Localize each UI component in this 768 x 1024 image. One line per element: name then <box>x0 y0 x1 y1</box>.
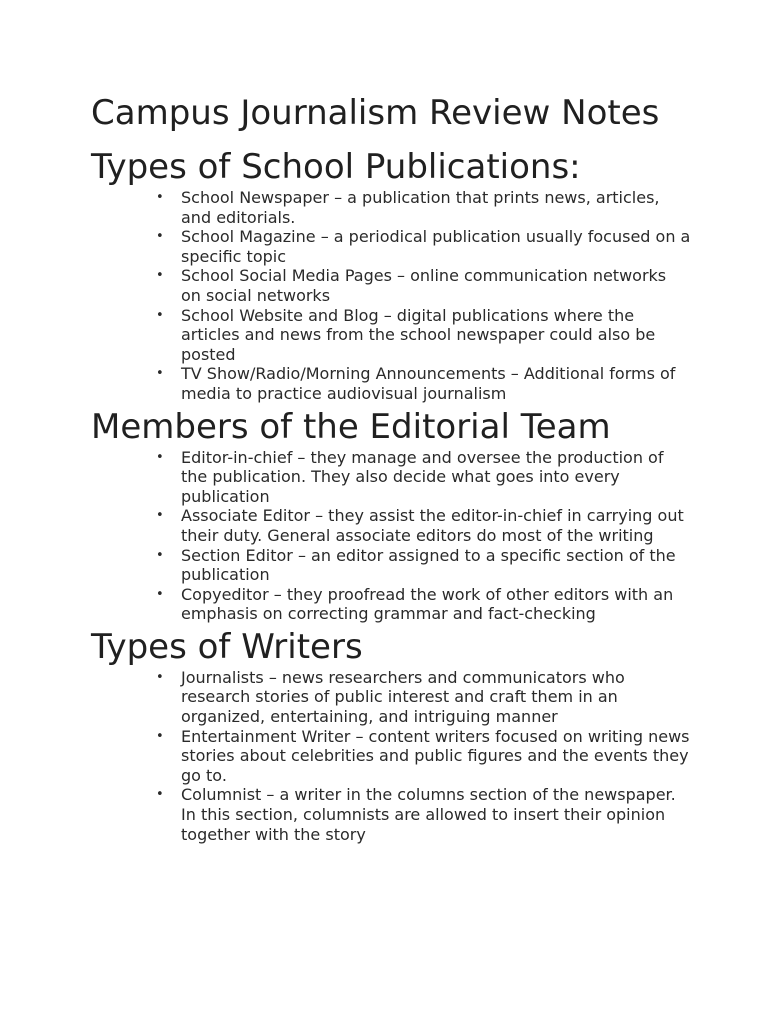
list-item-text: School Newspaper – a publication that prints news, articles, and editorials. <box>181 188 660 227</box>
bullet-icon: • <box>156 508 164 524</box>
list-item <box>91 364 691 403</box>
section-heading-writers: Types of Writers <box>91 626 363 667</box>
list-item-text: Editor-in-chief – they manage and oversee the production of the publication. They also decide what goes into every publication <box>181 447 664 506</box>
list-item <box>91 306 691 365</box>
list-item-text: Entertainment Writer – content writers focused on writing news stories about celebrities and public figures and the events they go to. <box>181 726 690 785</box>
list-item-text: Section Editor – an editor assigned to a specific section of the publication <box>181 545 676 585</box>
list-item <box>91 727 691 786</box>
bullet-icon: • <box>156 787 164 803</box>
bullet-icon: • <box>156 268 164 284</box>
bullet-icon: • <box>156 547 164 563</box>
list-item <box>91 506 691 545</box>
bullet-icon: • <box>156 586 164 602</box>
list-item-text: Journalists – news researchers and communicators who research stories of public interest and craft them in an organized, entertaining, and intriguing manner <box>181 667 625 727</box>
writers-list <box>91 668 691 844</box>
list-item <box>91 188 691 227</box>
list-item-text: Copyeditor – they proofread the work of other editors with an emphasis on correcting grammar and fact-checking <box>181 584 674 624</box>
list-item <box>91 585 691 624</box>
section-heading-publications: Types of School Publications: <box>91 147 581 187</box>
bullet-icon: • <box>156 728 164 744</box>
publications-list <box>91 188 691 404</box>
list-item-text: Columnist – a writer in the columns section of the newspaper. In this section, columnists are allowed to insert their opinion together with the story <box>181 785 676 844</box>
bullet-icon: • <box>156 229 164 245</box>
list-item-text: School Magazine – a periodical publication usually focused on a specific topic <box>181 227 691 266</box>
list-item <box>91 266 691 305</box>
bullet-icon: • <box>156 449 164 465</box>
list-item <box>91 227 691 266</box>
list-item-text: TV Show/Radio/Morning Announcements – Additional forms of media to practice audiovisual journalism <box>181 364 676 403</box>
list-item-text: School Website and Blog – digital publications where the articles and news from the school newspaper could also be posted <box>181 305 656 364</box>
bullet-icon: • <box>156 190 164 205</box>
page-title: Campus Journalism Review Notes <box>91 93 660 133</box>
bullet-icon: • <box>156 669 164 685</box>
bullet-icon: • <box>156 366 164 382</box>
list-item <box>91 785 691 844</box>
document-page <box>91 92 691 844</box>
list-item <box>91 668 691 727</box>
list-item-text: School Social Media Pages – online communication networks on social networks <box>181 266 667 305</box>
list-item <box>91 448 691 507</box>
bullet-icon: • <box>156 307 164 323</box>
section-heading-editorial-team: Members of the Editorial Team <box>91 406 611 447</box>
list-item-text: Associate Editor – they assist the editor-in-chief in carrying out their duty. General associate editors do most of the writing <box>181 506 684 545</box>
list-item <box>91 546 691 585</box>
editorial-team-list <box>91 448 691 624</box>
